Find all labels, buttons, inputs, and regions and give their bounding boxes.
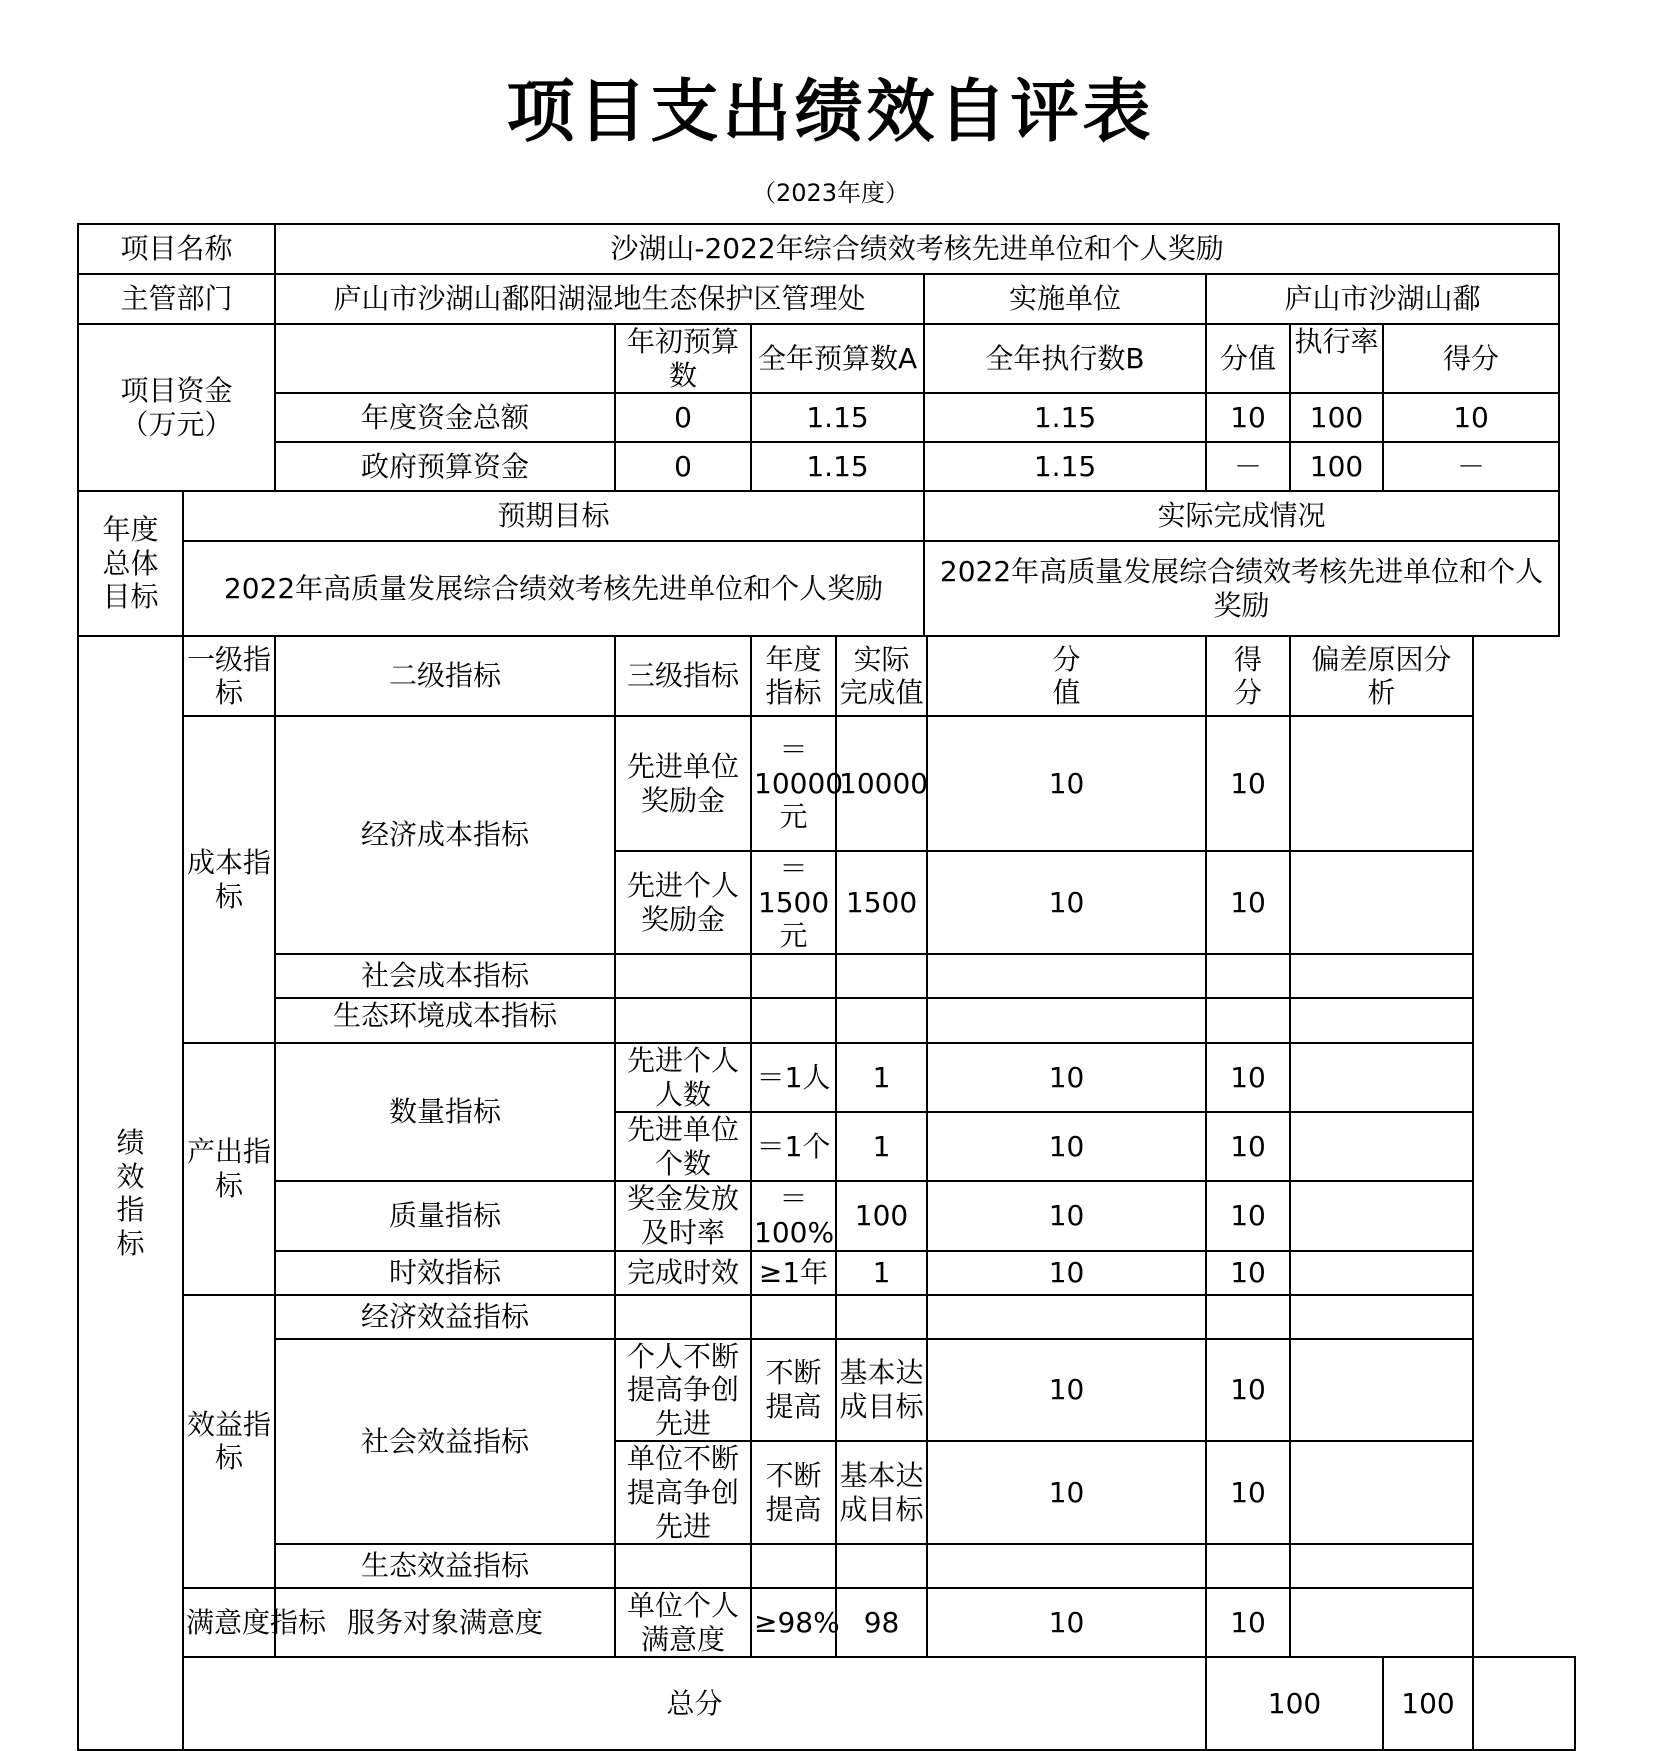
annual-target: 不断提高 [751,1441,836,1544]
level1-benefit: 效益指标 [183,1295,275,1589]
level2-social-benefit: 社会效益指标 [275,1339,615,1545]
annual-target: ＝1人 [751,1043,836,1112]
actual-value: 10000 [836,716,927,851]
level3-name: 先进个人人数 [615,1043,751,1112]
deviation-reason [1290,954,1473,998]
dept-label: 主管部门 [78,274,275,324]
score-value: 10 [927,851,1206,954]
actual-value [836,1544,927,1588]
score: 10 [1206,1112,1290,1181]
score [1206,998,1290,1043]
indicators-label: 绩 效 指 标 [78,636,183,1750]
actual-value: 基本达成目标 [836,1339,927,1442]
total-deviation [1473,1657,1575,1750]
goals-label: 年度 总体 目标 [78,491,183,636]
annual-target: ＝ 10000 元 [751,716,836,851]
score: 10 [1206,851,1290,954]
table-row [78,954,1575,998]
level2-timeliness: 时效指标 [275,1251,615,1295]
funds-header-rate: 执行率 [1290,324,1383,393]
actual-value: 基本达成目标 [836,1441,927,1544]
deviation-reason [1290,1043,1473,1112]
unit-value: 庐山市沙湖山鄱 [1206,274,1559,324]
score-value: 10 [927,1181,1206,1250]
indicator-header-level2: 二级指标 [275,636,615,716]
score: 10 [1206,1181,1290,1250]
annual-target: ≥98% [751,1588,836,1657]
level2-eco-cost: 生态环境成本指标 [275,998,615,1043]
score-value [927,1295,1206,1339]
annual-target: ≥1年 [751,1251,836,1295]
score: 10 [1206,1588,1290,1657]
goals-actual-label: 实际完成情况 [924,491,1559,541]
funds-header-budget: 全年预算数A [751,324,924,393]
actual-value: 1 [836,1251,927,1295]
actual-value: 1 [836,1043,927,1112]
level3-name: 单位不断提高争创先进 [615,1441,751,1544]
funds-row-executed: 1.15 [924,442,1206,491]
table-row [78,224,1575,274]
actual-value: 1500 [836,851,927,954]
indicator-header-level1: 一级指标 [183,636,275,716]
year-subtitle: （2023年度） [751,179,910,207]
score: 10 [1206,1043,1290,1112]
table-row [78,1043,1575,1112]
level3-name: 先进个人奖励金 [615,851,751,954]
funds-row-budget: 1.15 [751,442,924,491]
indicator-header-actual: 实际 完成值 [836,636,927,716]
funds-row-budget: 1.15 [751,393,924,442]
funds-row-score-value: 10 [1206,393,1290,442]
level3-name: 先进单位个数 [615,1112,751,1181]
funds-header-score-value: 分值 [1206,324,1290,393]
score-value: 10 [927,1588,1206,1657]
total-score: 100 [1383,1657,1473,1750]
annual-target [751,1295,836,1339]
table-row [78,1339,1575,1442]
level2-quantity: 数量指标 [275,1043,615,1181]
level3-name [615,1295,751,1339]
funds-header-score: 得分 [1383,324,1559,393]
table-row [78,541,1575,636]
table-row [78,274,1575,324]
funds-row-name: 政府预算资金 [275,442,615,491]
total-value: 100 [1206,1657,1383,1750]
actual-value [836,998,927,1043]
score: 10 [1206,1441,1290,1544]
annual-target [751,954,836,998]
level3-name: 奖金发放及时率 [615,1181,751,1250]
score-value [927,1544,1206,1588]
funds-row-initial: 0 [615,393,751,442]
annual-target [751,1544,836,1588]
level3-name: 先进单位奖励金 [615,716,751,851]
funds-row-rate: 100 [1290,442,1383,491]
level3-name: 单位个人满意度 [615,1588,751,1657]
table-row [78,1251,1575,1295]
page-title: 项目支出绩效自评表 [506,72,1155,152]
level1-satisfaction: 满意度指标 [183,1588,275,1657]
score [1206,1295,1290,1339]
actual-value [836,954,927,998]
score-value: 10 [927,1339,1206,1442]
deviation-reason [1290,998,1473,1043]
performance-table [77,223,1576,1751]
total-label: 总分 [183,1657,1206,1750]
funds-row-rate: 100 [1290,393,1383,442]
table-row [78,442,1575,491]
score-value: 10 [927,1043,1206,1112]
score-value [927,954,1206,998]
table-row [78,1588,1575,1657]
table-row [78,491,1575,541]
indicator-header-target: 年度 指标 [751,636,836,716]
dept-value: 庐山市沙湖山鄱阳湖湿地生态保护区管理处 [275,274,924,324]
actual-value: 1 [836,1112,927,1181]
funds-header-initial: 年初预算数 [615,324,751,393]
funds-row-name: 年度资金总额 [275,393,615,442]
funds-row-initial: 0 [615,442,751,491]
table-row [78,1657,1575,1750]
goals-actual-value: 2022年高质量发展综合绩效考核先进单位和个人奖励 [924,541,1559,636]
deviation-reason [1290,1295,1473,1339]
annual-target: ＝1个 [751,1112,836,1181]
score: 10 [1206,1339,1290,1442]
score [1206,1544,1290,1588]
deviation-reason [1290,1441,1473,1544]
table-row [78,998,1575,1043]
funds-row-score: － [1383,442,1559,491]
level3-name [615,998,751,1043]
deviation-reason [1290,1181,1473,1250]
level2-economic-benefit: 经济效益指标 [275,1295,615,1339]
deviation-reason [1290,1339,1473,1442]
score: 10 [1206,1251,1290,1295]
table-row [78,393,1575,442]
actual-value: 98 [836,1588,927,1657]
indicator-header-deviation: 偏差原因分 析 [1290,636,1473,716]
table-row [78,1544,1575,1588]
score-value: 10 [927,1441,1206,1544]
level2-economic-cost: 经济成本指标 [275,716,615,954]
funds-row-score-value: － [1206,442,1290,491]
level2-quality: 质量指标 [275,1181,615,1250]
project-name-label: 项目名称 [78,224,275,274]
level1-cost: 成本指标 [183,716,275,1043]
actual-value: 100 [836,1181,927,1250]
deviation-reason [1290,1588,1473,1657]
goals-expected-value: 2022年高质量发展综合绩效考核先进单位和个人奖励 [183,541,924,636]
deviation-reason [1290,851,1473,954]
level2-eco-benefit: 生态效益指标 [275,1544,615,1588]
score: 10 [1206,716,1290,851]
table-row [78,1181,1575,1250]
funds-label: 项目资金 （万元） [78,324,275,491]
score-value: 10 [927,1112,1206,1181]
deviation-reason [1290,1112,1473,1181]
table-row [78,716,1575,851]
score-value: 10 [927,716,1206,851]
table-row [78,1295,1575,1339]
level3-name [615,1544,751,1588]
score-value: 10 [927,1251,1206,1295]
level1-output: 产出指标 [183,1043,275,1295]
annual-target: ＝100% [751,1181,836,1250]
indicator-header-score: 得 分 [1206,636,1290,716]
deviation-reason [1290,1544,1473,1588]
level2-service: 服务对象满意度 [275,1588,615,1657]
annual-target: ＝1500 元 [751,851,836,954]
funds-row-score: 10 [1383,393,1559,442]
deviation-reason [1290,716,1473,851]
funds-header-blank [275,324,615,393]
level3-name: 完成时效 [615,1251,751,1295]
deviation-reason [1290,1251,1473,1295]
annual-target [751,998,836,1043]
annual-target: 不断提高 [751,1339,836,1442]
indicator-header-value: 分 值 [927,636,1206,716]
goals-expected-label: 预期目标 [183,491,924,541]
funds-header-executed: 全年执行数B [924,324,1206,393]
score [1206,954,1290,998]
level3-name [615,954,751,998]
unit-label: 实施单位 [924,274,1206,324]
actual-value [836,1295,927,1339]
level2-social-cost: 社会成本指标 [275,954,615,998]
table-row [78,636,1575,716]
level3-name: 个人不断提高争创先进 [615,1339,751,1442]
funds-row-executed: 1.15 [924,393,1206,442]
project-name-value: 沙湖山-2022年综合绩效考核先进单位和个人奖励 [275,224,1559,274]
score-value [927,998,1206,1043]
table-row [78,324,1575,393]
indicator-header-level3: 三级指标 [615,636,751,716]
